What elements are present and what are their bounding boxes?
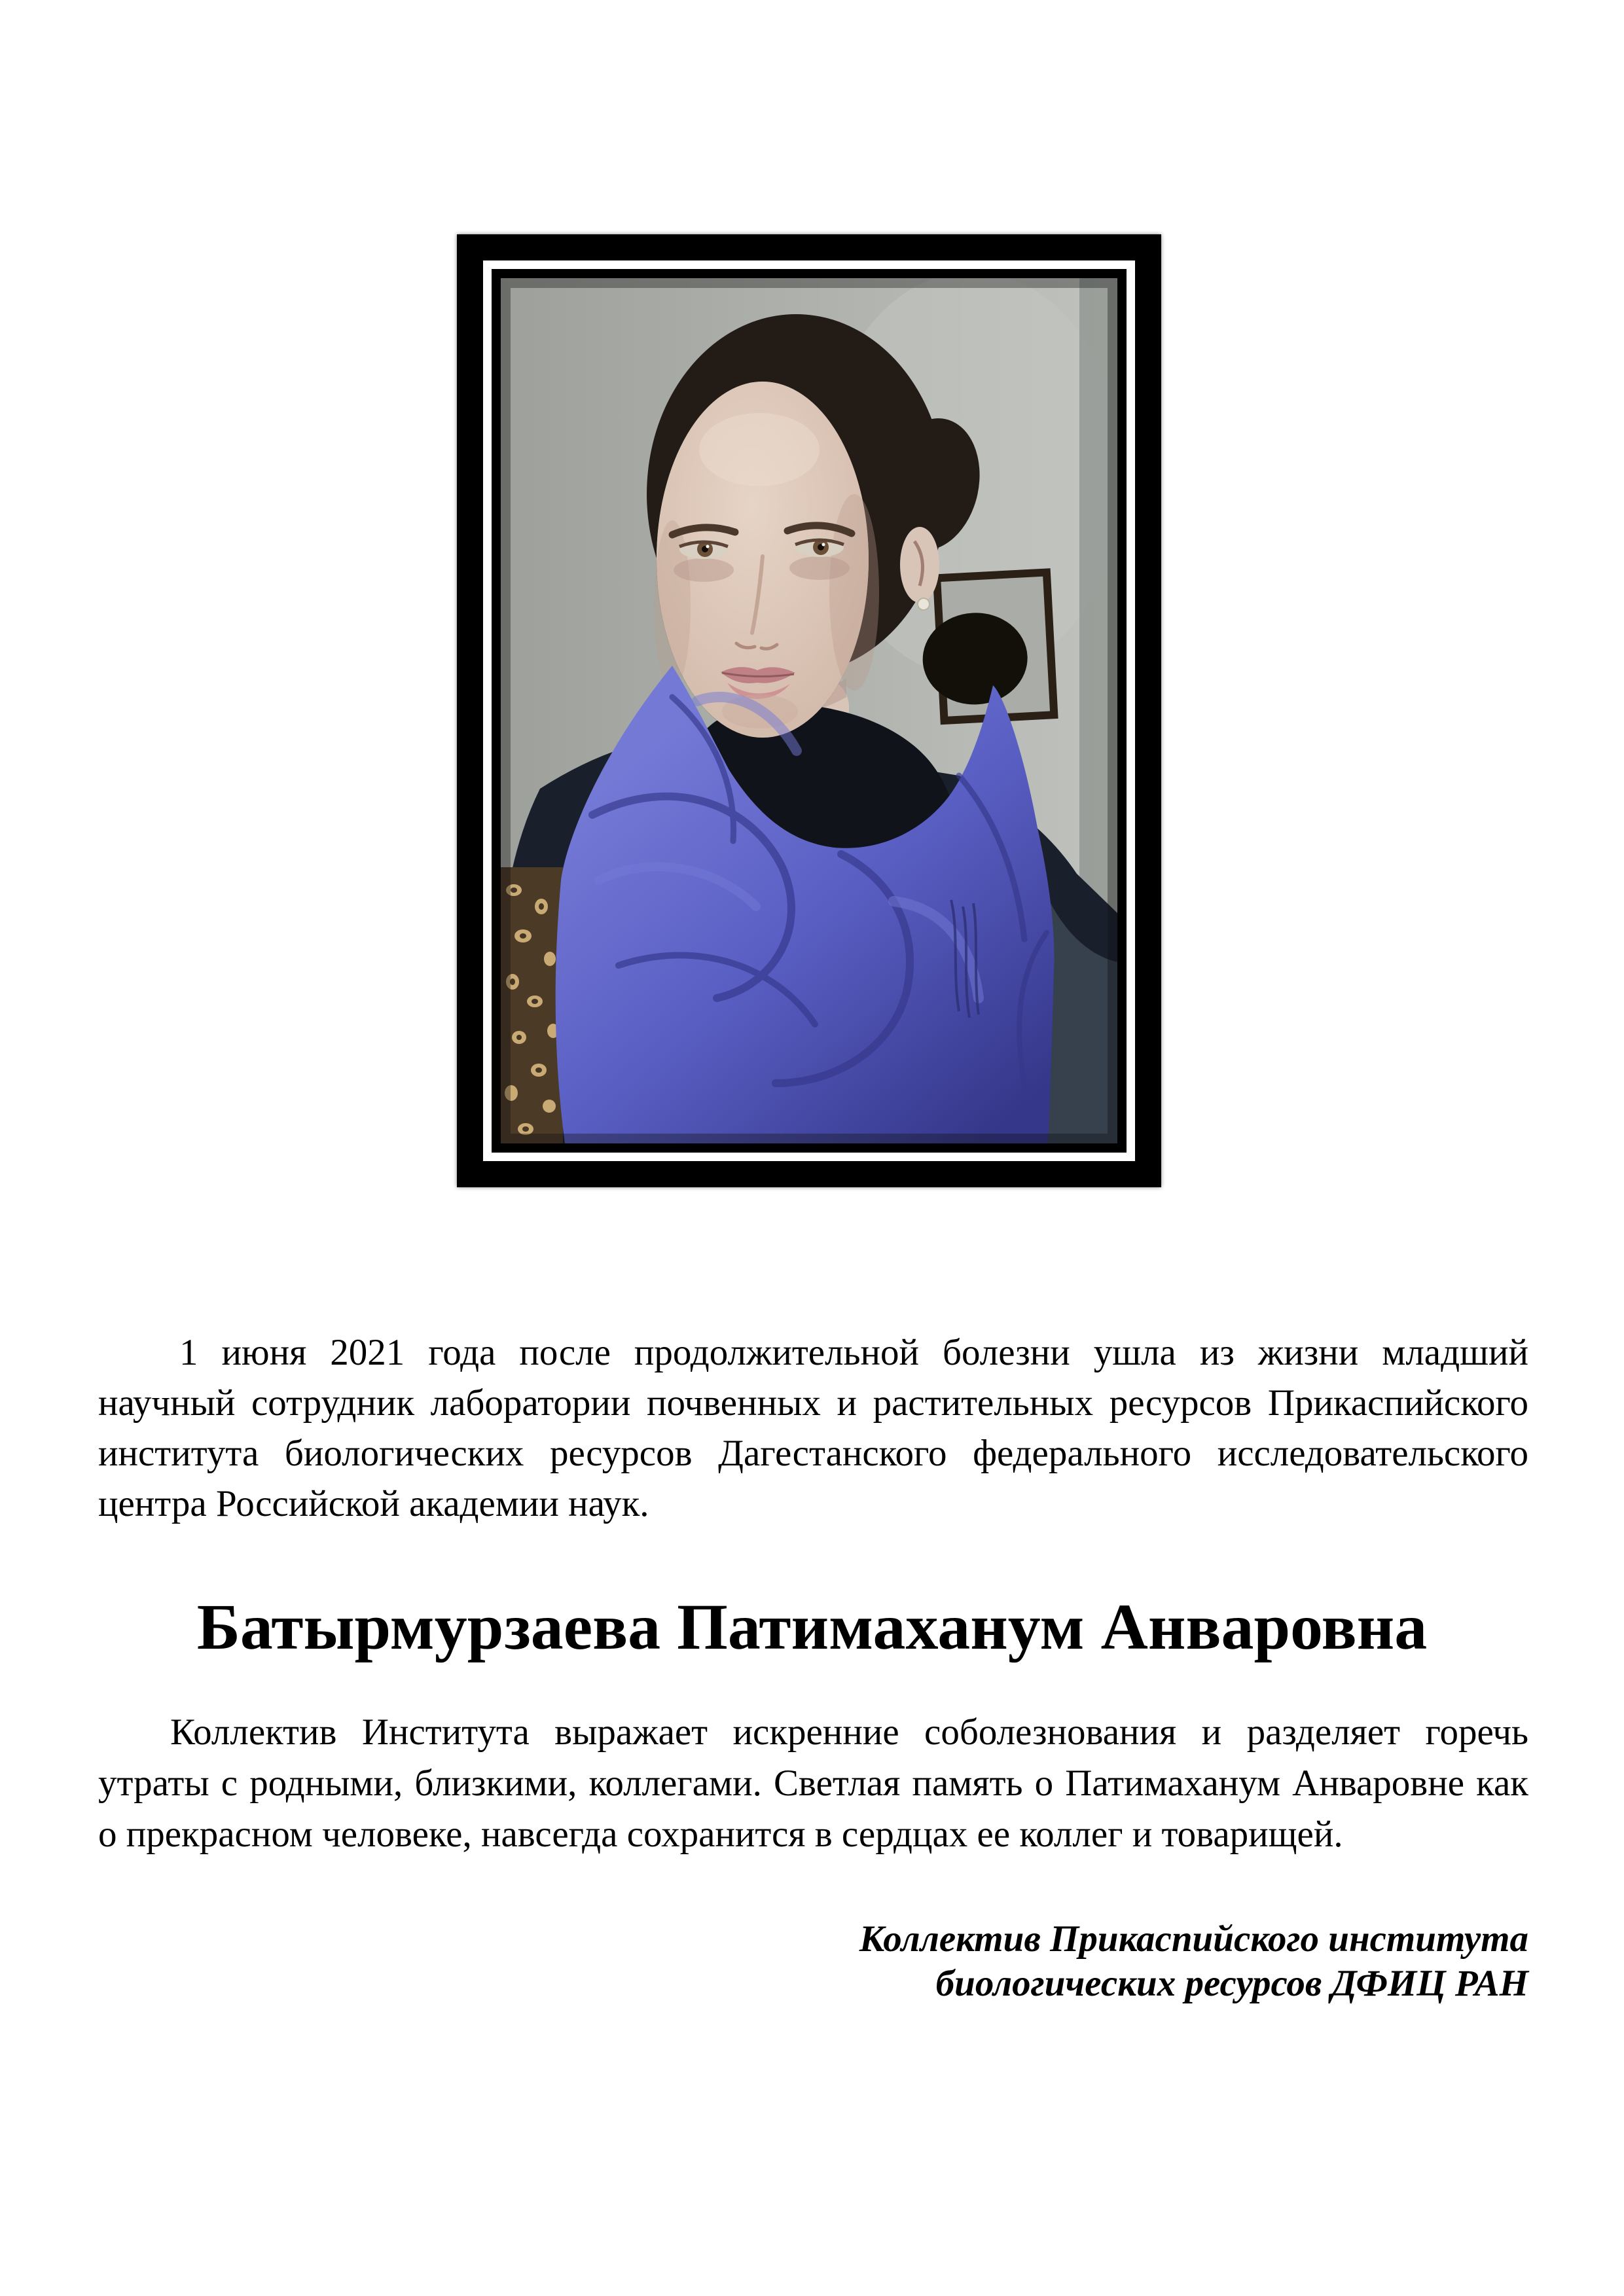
forehead-highlight bbox=[699, 413, 820, 486]
intro-paragraph: 1 июня 2021 года после продолжительной болезни ушла из жизни младший научный сотрудник лаборатории почвенных и растительных ресурсов Прикаспийского института биологических ресурсов Дагестанского федерального исследовательского центра Российской академии наук. bbox=[98, 1332, 1528, 1524]
portrait-photo bbox=[501, 278, 1117, 1143]
signature-line-2: биологических ресурсов ДФИЦ РАН bbox=[935, 1963, 1528, 2004]
photo-frame-inner-border bbox=[492, 269, 1127, 1153]
earring bbox=[918, 598, 929, 610]
condolence-paragraph: Коллектив Института выражает искренние соболезнования и разделяет горечь утраты с родными, близкими, коллегами. Светлая память о Патимаханум Анваровне как о прекрасном человеке, навсегда сохранится в сердцах ее коллег и товарищей. bbox=[98, 1712, 1528, 1855]
signature-block bbox=[98, 1917, 1528, 2006]
photo-frame-white-mat bbox=[483, 260, 1135, 1161]
memorial-photo-frame bbox=[457, 234, 1161, 1187]
deceased-name-heading: Батырмурзаева Патимаханум Анваровна bbox=[196, 1590, 1428, 1663]
signature-line-1: Коллектив Прикаспийского института bbox=[859, 1918, 1528, 1960]
